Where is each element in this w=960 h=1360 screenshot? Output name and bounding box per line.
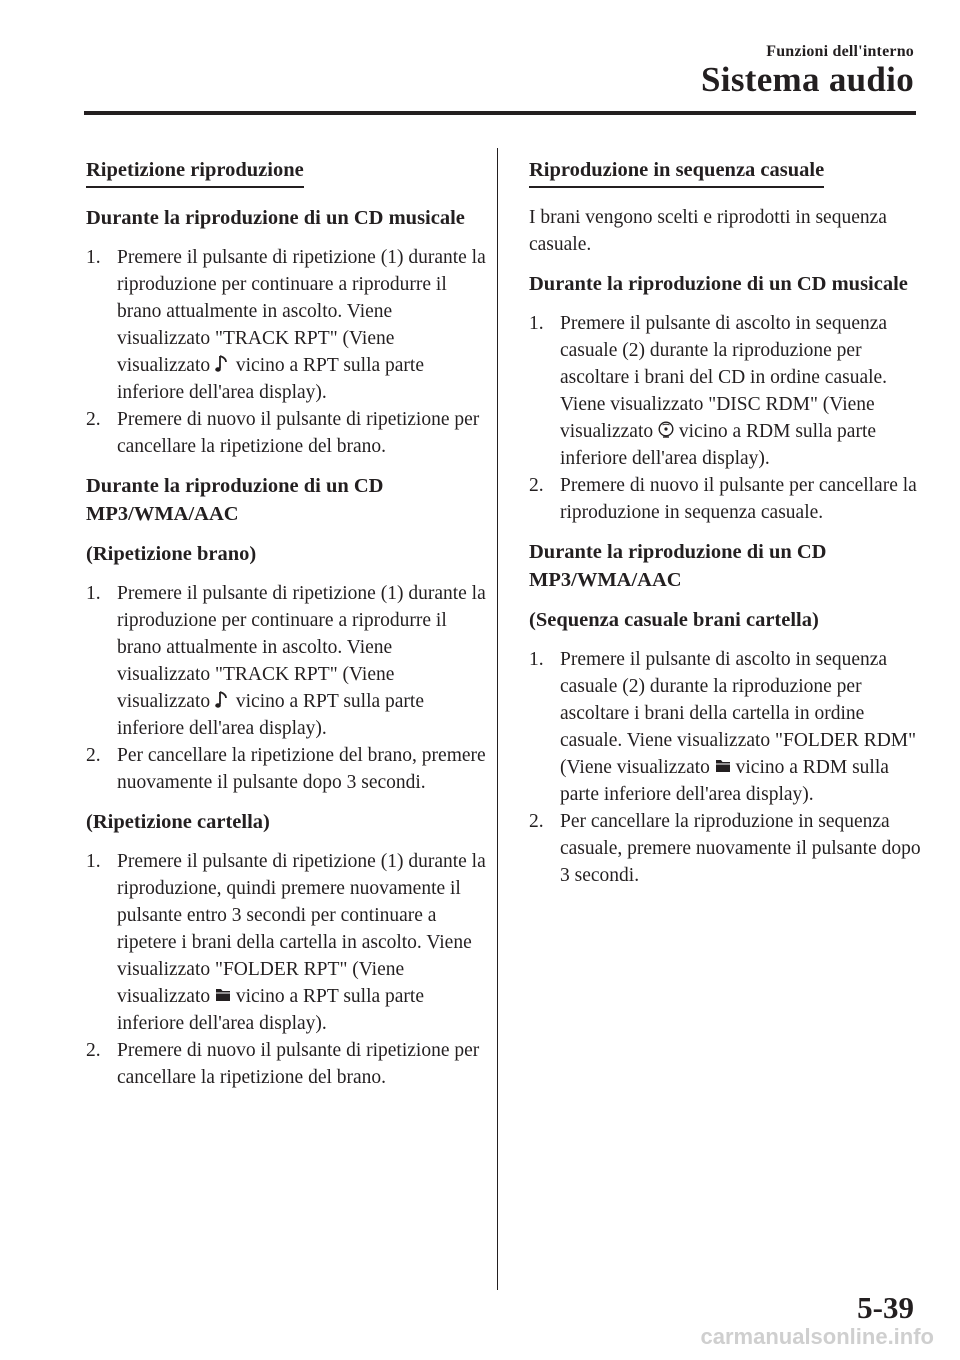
heading-cd-mp3: Durante la riproduzione di un CD MP3/WMA/AAC xyxy=(86,475,384,525)
step-text: vicino a RDM sulla parte inferiore dell'area display). xyxy=(560,757,889,805)
step-number: 2. xyxy=(529,475,544,496)
intro-paragraph: I brani vengono scelti e riprodotti in sequenza casuale. xyxy=(529,207,887,255)
step-text: Premere il pulsante di ascolto in sequenza casuale (2) durante la riproduzione per ascoltare i brani della cartella in ordine casuale. Viene visualizzato "FOLDER RDM" (Viene visualizzato xyxy=(560,649,917,778)
folder-icon xyxy=(715,756,731,776)
heading-cd-mp3: Durante la riproduzione di un CD MP3/WMA/AAC xyxy=(529,541,827,591)
step-number: 2. xyxy=(529,811,544,832)
step-list xyxy=(86,848,486,1091)
step-item xyxy=(86,742,486,796)
step-text: vicino a RPT sulla parte inferiore dell'area display). xyxy=(117,986,424,1034)
step-number: 1. xyxy=(529,313,544,334)
watermark: carmanualsonline.info xyxy=(700,1324,934,1349)
step-text: Premere di nuovo il pulsante di ripetizione per cancellare la ripetizione del brano. xyxy=(117,409,480,457)
header-rule xyxy=(84,111,916,115)
header-subtitle: Funzioni dell'interno xyxy=(766,43,914,60)
step-number: 2. xyxy=(86,1040,101,1061)
step-number: 1. xyxy=(86,851,101,872)
step-text: Premere il pulsante di ripetizione (1) durante la riproduzione per continuare a riprodurre il brano attualmente in ascolto. Viene visualizzato "TRACK RPT" (Viene visualizzato xyxy=(117,247,486,376)
step-text: vicino a RDM sulla parte inferiore dell'area display). xyxy=(560,421,877,469)
step-text: vicino a RPT sulla parte inferiore dell'area display). xyxy=(117,355,424,403)
step-list xyxy=(529,310,929,526)
step-text: Premere il pulsante di ripetizione (1) durante la riproduzione per continuare a riprodurre il brano attualmente in ascolto. Viene visualizzato "TRACK RPT" (Viene visualizzato xyxy=(117,583,486,712)
step-text: Per cancellare la ripetizione del brano, premere nuovamente il pulsante dopo 3 secondi. xyxy=(117,745,486,793)
music-note-icon xyxy=(215,354,231,374)
step-number: 1. xyxy=(86,247,101,268)
heading-repeat-folder: (Ripetizione cartella) xyxy=(86,811,270,833)
step-item xyxy=(86,1037,486,1091)
left-column xyxy=(86,158,486,1103)
step-number: 2. xyxy=(86,409,101,430)
header-title: Sistema audio xyxy=(701,60,914,99)
step-list xyxy=(529,646,929,889)
step-text: Premere il pulsante di ascolto in sequenza casuale (2) durante la riproduzione per ascoltare i brani del CD in ordine casuale. Viene visualizzato "DISC RDM" (Viene visualizzato xyxy=(560,313,888,442)
column-divider xyxy=(497,148,498,1290)
step-item xyxy=(529,808,929,889)
page-number: 5-39 xyxy=(857,1290,914,1325)
step-item xyxy=(86,848,486,1037)
step-text: Premere il pulsante di ripetizione (1) durante la riproduzione, quindi premere nuovamente il pulsante entro 3 secondi per continuare a ripetere i brani della cartella in ascolto. Viene visualizzato "FOLDER RPT" (Viene visualizzato xyxy=(117,851,486,1007)
step-item xyxy=(86,580,486,742)
heading-cd-musicale: Durante la riproduzione di un CD musicale xyxy=(529,273,908,295)
music-note-icon xyxy=(215,690,231,710)
step-list xyxy=(86,580,486,796)
step-list xyxy=(86,244,486,460)
step-item xyxy=(86,244,486,406)
step-number: 1. xyxy=(529,649,544,670)
step-number: 2. xyxy=(86,745,101,766)
heading-cd-musicale: Durante la riproduzione di un CD musicale xyxy=(86,207,465,229)
folder-icon xyxy=(215,985,231,1005)
step-text: vicino a RPT sulla parte inferiore dell'area display). xyxy=(117,691,424,739)
step-text: Per cancellare la riproduzione in sequenza casuale, premere nuovamente il pulsante dopo 3 secondi. xyxy=(560,811,921,886)
heading-random-folder: (Sequenza casuale brani cartella) xyxy=(529,609,819,631)
step-number: 1. xyxy=(86,583,101,604)
step-text: Premere di nuovo il pulsante per cancellare la riproduzione in sequenza casuale. xyxy=(560,475,917,523)
disc-icon xyxy=(658,420,674,440)
step-item xyxy=(529,646,929,808)
step-text: Premere di nuovo il pulsante di ripetizione per cancellare la ripetizione del brano. xyxy=(117,1040,480,1088)
step-item xyxy=(529,310,929,472)
heading-repeat-track: (Ripetizione brano) xyxy=(86,543,257,565)
section-title-repeat: Ripetizione riproduzione xyxy=(86,158,304,188)
right-column xyxy=(529,158,929,901)
step-item xyxy=(86,406,486,460)
section-title-random: Riproduzione in sequenza casuale xyxy=(529,158,824,188)
step-item xyxy=(529,472,929,526)
